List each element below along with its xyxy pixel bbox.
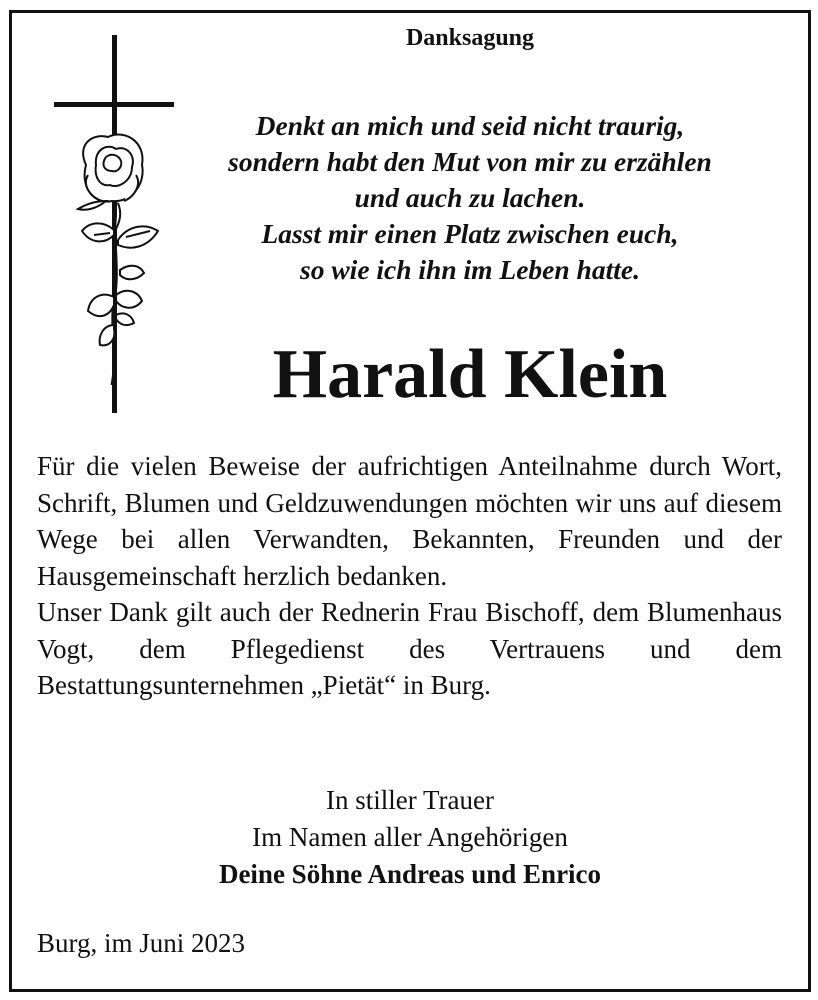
cross-with-rose-icon xyxy=(46,25,174,415)
deceased-name: Harald Klein xyxy=(272,336,668,413)
poem-line: so wie ich ihn im Leben hatte. xyxy=(300,254,640,285)
notice-heading: Danksagung xyxy=(405,25,535,51)
thanks-paragraph: Für die vielen Beweise der aufrichtigen Anteilnahme durch Wort, Schrift, Blumen und Geldzuwendungen möchten wir uns auf diesem Wege bei allen Verwandten, Bekannten, Freunden und der Hausgemeinschaft herzlich bedanken. xyxy=(37,451,782,591)
thanks-text xyxy=(37,448,782,704)
poem-line: und auch zu lachen. xyxy=(354,182,586,213)
place-and-date: Burg, im Juni 2023 xyxy=(37,928,246,958)
thanks-paragraph: Unser Dank gilt auch der Rednerin Frau Bischoff, dem Blumenhaus Vogt, dem Pflegedienst des Vertrauens und dem Bestattungsunternehmen „Pietät“ in Burg. xyxy=(37,597,782,700)
closing-block xyxy=(160,782,660,893)
signers: Deine Söhne Andreas und Enrico xyxy=(218,859,602,889)
poem-line: sondern habt den Mut von mir zu erzählen xyxy=(228,146,712,177)
poem-line: Denkt an mich und seid nicht traurig, xyxy=(255,110,685,141)
closing-line: In stiller Trauer xyxy=(326,785,494,815)
closing-line: Im Namen aller Angehörigen xyxy=(252,822,568,852)
poem-line: Lasst mir einen Platz zwischen euch, xyxy=(261,218,679,249)
memorial-poem xyxy=(170,108,770,288)
